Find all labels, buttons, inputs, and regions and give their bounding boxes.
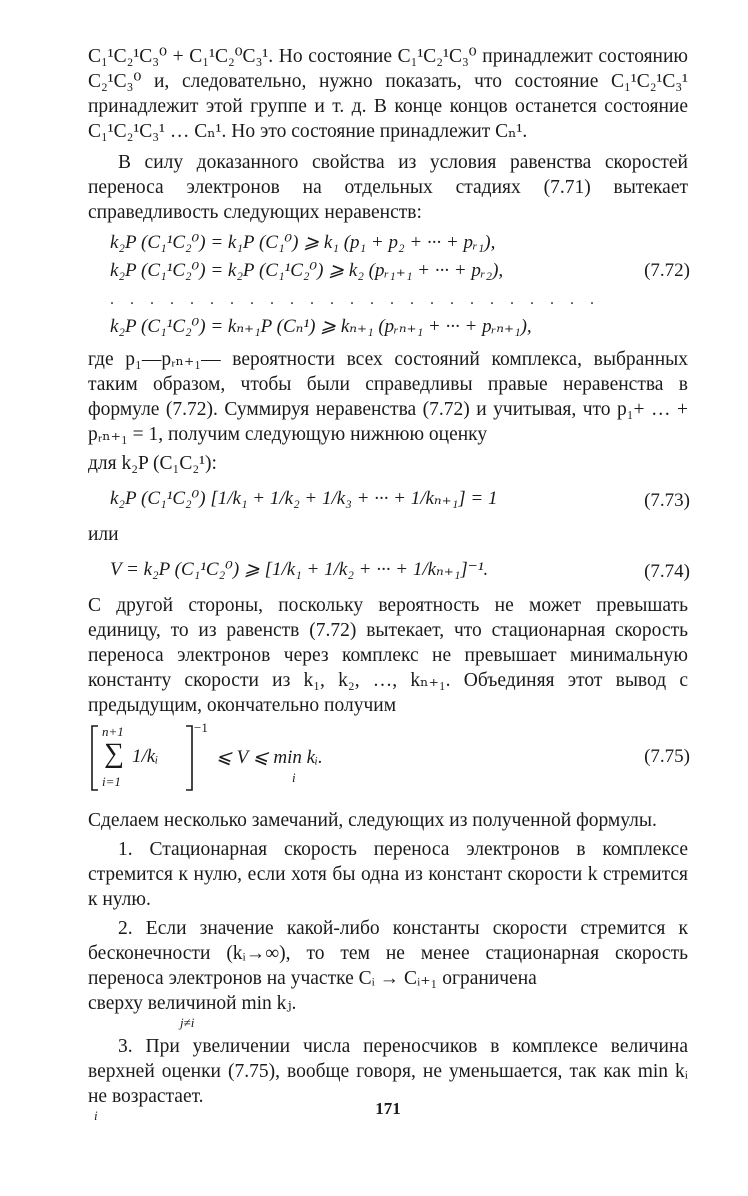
sum-rest: ⩽ V ⩽ min kᵢ. [216, 747, 323, 768]
paragraph-4: С другой стороны, поскольку вероятность не может превышать единицу, то из равенств (7.72) вытекает, что стационарная скорость переноса электронов через комплекс не превышает минимальную константу скорости из k₁, k₂, …, kₙ₊₁. Объединяя этот вывод с предыдущим, окончательно получим [88, 595, 688, 716]
sum-upper-limit: n+1 [102, 724, 124, 739]
list-item-2: 2. Если значение какой-либо константы скорости стремится к бесконечности (kᵢ→∞), то тем не менее стационарная скорость переноса электронов на участке Cᵢ → Cᵢ₊₁ ограничена [88, 918, 688, 989]
page-number: 171 [375, 1099, 401, 1118]
min-subscript: i [292, 770, 296, 785]
sum-exponent: −1 [194, 720, 208, 735]
paragraph-2: В силу доказанного свойства из условия равенства скоростей переноса электронов на отдельных стадиях (7.71) вытекает справедливость следующих неравенств: [88, 152, 688, 223]
equation-number-7-74: (7.74) [644, 561, 690, 582]
equation-number-7-72: (7.72) [644, 260, 690, 281]
equation-7-72-dots: . . . . . . . . . . . . . . . . . . . . . . . . . [110, 291, 600, 308]
equation-number-7-73: (7.73) [644, 490, 690, 511]
equation-number-7-75: (7.75) [644, 746, 690, 767]
list-item-2-end: сверху величиной min kⱼ. [88, 993, 297, 1014]
equation-7-72-row-1: k₂P (C₁¹C₂⁰) = k₁P (C₁⁰) ⩾ k₁ (p₁ + p₂ + ··· + pᵣ₁), (7.72) [110, 229, 688, 257]
equation-7-72-row-3: k₂P (C₁¹C₂⁰) = kₙ₊₁P (Cₙ¹) ⩾ kₙ₊₁ (pᵣₙ₊₁ + ··· + pᵣₙ₊₁), [110, 316, 532, 337]
book-page [88, 44, 688, 1123]
equation-7-74: V = k₂P (C₁¹C₂⁰) ⩾ [1/k₁ + 1/k₂ + ··· + 1/kₙ₊₁]⁻¹. (7.74) [88, 555, 688, 585]
equation-7-75 [88, 722, 688, 800]
equation-7-72-row-2: k₂P (C₁¹C₂⁰) = k₂P (C₁¹C₂⁰) ⩾ k₂ (pᵣ₁₊₁ + ··· + pᵣ₂), [110, 260, 504, 281]
paragraph-3: где p₁—pᵣₙ₊₁— вероятности всех состояний комплекса, выбранных таким образом, чтобы были справедливы правые неравенства в формуле (7.72). Суммируя неравенства (7.72) и учитывая, что p₁+ … + pᵣₙ₊₁ = 1, получим следующую нижнюю оценку [88, 349, 688, 445]
list-item-2-subscript: j≠i [180, 1015, 195, 1030]
paragraph-5: Сделаем несколько замечаний, следующих из полученной формулы. [88, 810, 657, 831]
sum-sign-icon: ∑ [104, 738, 124, 769]
sum-term: 1/kᵢ [132, 746, 159, 767]
paragraph-3b: для k₂P (C₁C₂¹): [88, 453, 217, 474]
paragraph-1: C₁¹C₂¹C₃⁰ + C₁¹C₂⁰C₃¹. Но состояние C₁¹C₂¹C₃⁰ принадлежит состоянию C₂¹C₃⁰ и, следовательно, нужно показать, что состояние C₁¹C₂¹C₃¹ принадлежит этой группе и т. д. В конце концов останется состояние C₁¹C₂¹C₃¹ … Cₙ¹. Но это состояние принадлежит Cₙ¹. [88, 46, 688, 142]
list-item-3-subscript: i [94, 1108, 98, 1123]
list-item-1: 1. Стационарная скорость переноса электронов в комплексе стремится к нулю, если хотя бы одна из констант скорости k стремится к нулю. [88, 839, 688, 910]
list-item-3: 3. При увеличении числа переносчиков в комплексе величина верхней оценки (7.75), вообще говоря, не уменьшается, так как min kᵢ не возрастает. [88, 1036, 688, 1107]
sum-lower-limit: i=1 [102, 774, 121, 789]
equation-7-73: k₂P (C₁¹C₂⁰) [1/k₁ + 1/k₂ + 1/k₃ + ··· + 1/kₙ₊₁] = 1 (7.73) [88, 484, 688, 514]
equation-7-72 [88, 229, 688, 341]
paragraph-or: или [88, 524, 119, 545]
